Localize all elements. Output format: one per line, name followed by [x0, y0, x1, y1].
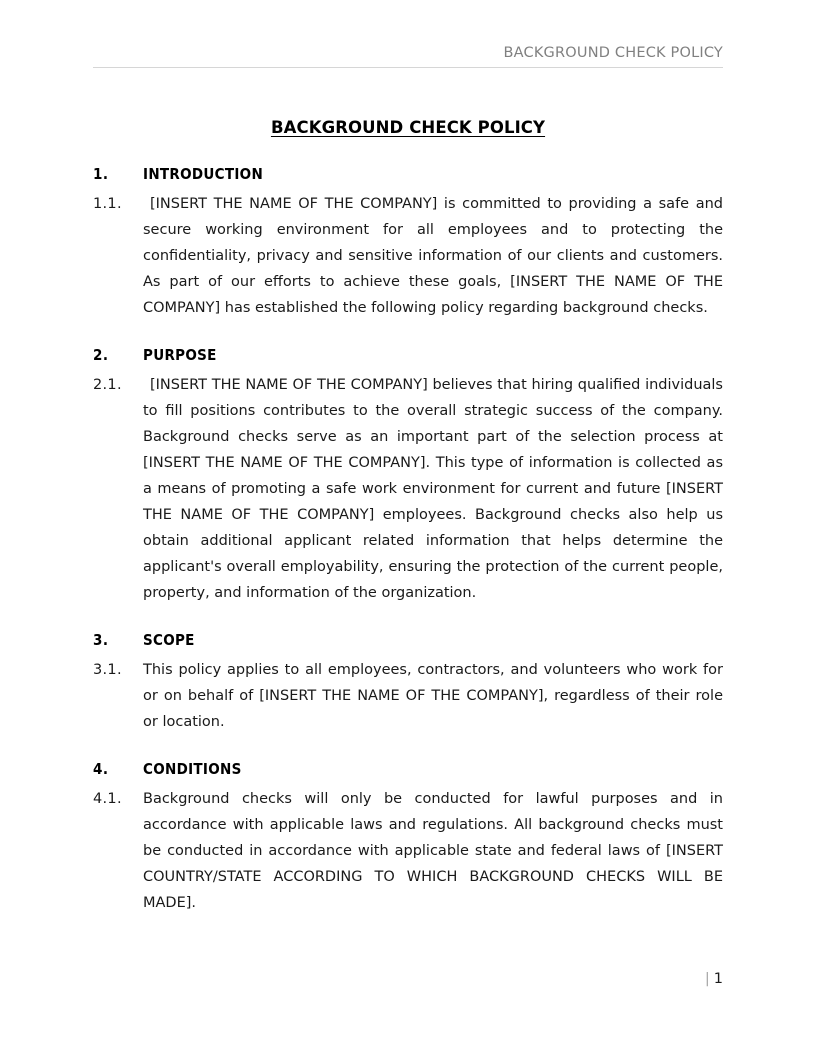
section-number: 1.	[93, 165, 109, 183]
clause-2-1	[93, 372, 723, 606]
section-heading-conditions	[93, 760, 723, 778]
header-running-title: BACKGROUND CHECK POLICY	[503, 45, 723, 61]
section-title: INTRODUCTION	[143, 165, 264, 183]
footer-page-number: 1	[713, 971, 723, 987]
page-header	[93, 44, 723, 68]
clause-text: [INSERT THE NAME OF THE COMPANY] believes that hiring qualified individuals to fill positions contributes to the overall strategic success of the company. Background checks serve as an important part of the selection process at [INSERT THE NAME OF THE COMPANY]. This type of information is collected as a means of promoting a safe work environment for current and future [INSERT THE NAME OF THE COMPANY] employees. Background checks also help us obtain additional applicant related information that helps determine the applicant's overall employability, ensuring the protection of the current people, property, and information of the organization.	[143, 377, 723, 601]
section-title: CONDITIONS	[143, 760, 242, 778]
section-heading-introduction	[93, 165, 723, 183]
section-title: SCOPE	[143, 631, 195, 649]
header-divider	[93, 67, 723, 68]
page-footer	[93, 968, 723, 987]
clause-text: Background checks will only be conducted for lawful purposes and in accordance with applicable laws and regulations. All background checks must be conducted in accordance with applicable state and federal laws of [INSERT COUNTRY/STATE ACCORDING TO WHICH BACKGROUND CHECKS WILL BE MADE].	[143, 791, 723, 911]
section-spacer	[93, 330, 723, 346]
section-heading-scope	[93, 631, 723, 649]
clause-number: 2.1.	[93, 377, 122, 393]
section-spacer	[93, 615, 723, 631]
clause-text: This policy applies to all employees, contractors, and volunteers who work for or on behalf of [INSERT THE NAME OF THE COMPANY], regardless of their role or location.	[143, 662, 723, 730]
clause-4-1	[93, 786, 723, 916]
document-body	[93, 118, 723, 925]
section-number: 2.	[93, 346, 109, 364]
clause-3-1	[93, 657, 723, 735]
footer-separator: |	[704, 971, 710, 987]
clause-number: 3.1.	[93, 662, 122, 678]
clause-number: 4.1.	[93, 791, 122, 807]
clause-number: 1.1.	[93, 196, 122, 212]
section-number: 4.	[93, 760, 109, 778]
section-number: 3.	[93, 631, 109, 649]
page-title: BACKGROUND CHECK POLICY	[270, 118, 546, 137]
footer-content	[705, 971, 723, 987]
section-title: PURPOSE	[143, 346, 217, 364]
clause-1-1	[93, 191, 723, 321]
section-heading-purpose	[93, 346, 723, 364]
section-spacer	[93, 744, 723, 760]
clause-text: [INSERT THE NAME OF THE COMPANY] is committed to providing a safe and secure working environment for all employees and to protecting the confidentiality, privacy and sensitive information of our clients and customers. As part of our efforts to achieve these goals, [INSERT THE NAME OF THE COMPANY] has established the following policy regarding background checks.	[143, 196, 723, 316]
